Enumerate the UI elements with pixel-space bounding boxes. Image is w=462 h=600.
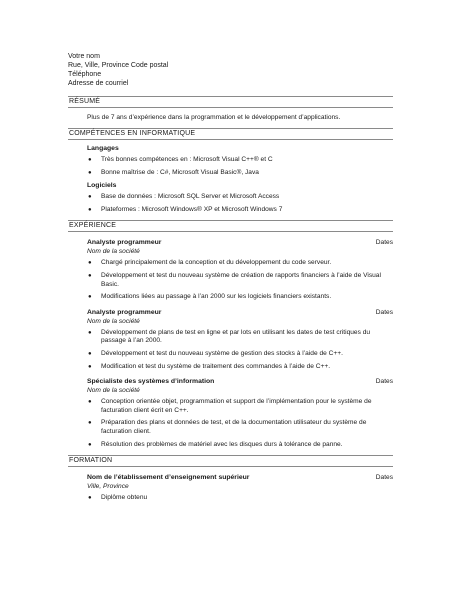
bullet-icon: ● (88, 272, 92, 279)
job-company: Nom de la société (87, 248, 140, 256)
list-item: ● Plateformes : Microsoft Windows® XP et Microsoft Windows 7 (88, 205, 283, 213)
bullet-icon: ● (88, 399, 92, 406)
list-item: ● Base de données : Microsoft SQL Server et Microsoft Access (88, 193, 280, 201)
list-item: ● Préparation des plans et données de test, et de la documentation utilisateur du système de facturation client. (88, 419, 367, 435)
list-item: ● Chargé principalement de la conception et du développement du code serveur. (88, 259, 332, 267)
education-list (87, 494, 393, 503)
job-duties (87, 329, 393, 371)
bullet-icon: ● (88, 441, 92, 448)
list-item: ● Modification et test du système de traitement des commandes à l’aide de C++. (88, 362, 331, 370)
summary-section (68, 113, 393, 122)
contact-phone: Téléphone (68, 71, 102, 78)
bullet-icon: ● (88, 260, 92, 267)
bullet-icon: ● (88, 329, 92, 336)
skills-group-title: Logiciels (87, 182, 117, 190)
job-header (87, 238, 393, 247)
experience-heading: EXPÉRIENCE (68, 220, 393, 232)
job-duties (87, 259, 393, 301)
summary-text: Plus de 7 ans d’expérience dans la programmation et le développement d’applications. (87, 114, 341, 121)
job-date: Dates (375, 308, 393, 316)
contact-block (68, 52, 393, 88)
school-location: Ville, Province (87, 483, 129, 491)
job-title: Analyste programmeur (87, 239, 162, 247)
bullet-icon: ● (88, 350, 92, 357)
resume-page (68, 52, 393, 507)
list-item: ● Développement et test du nouveau système de gestion des stocks à l’aide de C++. (88, 349, 343, 357)
list-item: ● Diplôme obtenu (88, 494, 148, 502)
skills-heading: COMPÉTENCES EN INFORMATIQUE (68, 128, 393, 140)
bullet-icon: ● (88, 206, 92, 213)
skills-list (87, 193, 393, 214)
job-date: Dates (375, 239, 393, 247)
education-section (68, 473, 393, 503)
bullet-icon: ● (88, 194, 92, 201)
school-date: Dates (375, 474, 393, 482)
list-item: ● Développement de plans de test en ligne et par lots en utilisant les dates de test critiques du passage à l’an 2000. (88, 328, 371, 345)
job-header (87, 308, 393, 317)
skills-group-title: Langages (87, 145, 119, 152)
job-title: Analyste programmeur (87, 308, 162, 316)
contact-address: Rue, Ville, Province Code postal (68, 62, 169, 69)
school-header (87, 473, 393, 482)
bullet-icon: ● (88, 420, 92, 427)
list-item: ● Très bonnes compétences en : Microsoft Visual C++® et C (88, 156, 273, 163)
bullet-icon: ● (88, 363, 92, 370)
education-heading: FORMATION (68, 455, 393, 467)
skills-section (68, 144, 393, 214)
job-date: Dates (375, 378, 393, 386)
experience-section (68, 238, 393, 449)
job-header (87, 377, 393, 386)
bullet-icon: ● (88, 294, 92, 301)
skills-list (87, 156, 393, 177)
job-duties (87, 398, 393, 449)
list-item: ● Bonne maîtrise de : C#, Microsoft Visual Basic®, Java (88, 168, 259, 176)
job-company: Nom de la société (87, 317, 140, 325)
bullet-icon: ● (88, 495, 92, 502)
list-item: ● Résolution des problèmes de matériel avec les disques durs à tolérance de panne. (88, 440, 343, 448)
contact-email: Adresse de courriel (68, 80, 129, 87)
contact-name: Votre nom (68, 53, 100, 60)
job-title: Spécialiste des systèmes d’information (87, 378, 215, 386)
list-item: ● Développement et test du nouveau système de création de rapports financiers à l’aide de Visual Basic. (88, 271, 381, 288)
bullet-icon: ● (88, 169, 92, 176)
job-company: Nom de la société (87, 387, 140, 395)
school-name: Nom de l’établissement d’enseignement supérieur (87, 474, 250, 482)
list-item: ● Modifications liées au passage à l’an 2000 sur les logiciels financiers existants. (88, 293, 332, 301)
list-item: ● Conception orientée objet, programmation et support de l’implémentation pour le système de facturation client écrit en C++. (88, 398, 372, 414)
bullet-icon: ● (88, 157, 92, 163)
summary-heading: RÉSUMÉ (68, 96, 393, 108)
